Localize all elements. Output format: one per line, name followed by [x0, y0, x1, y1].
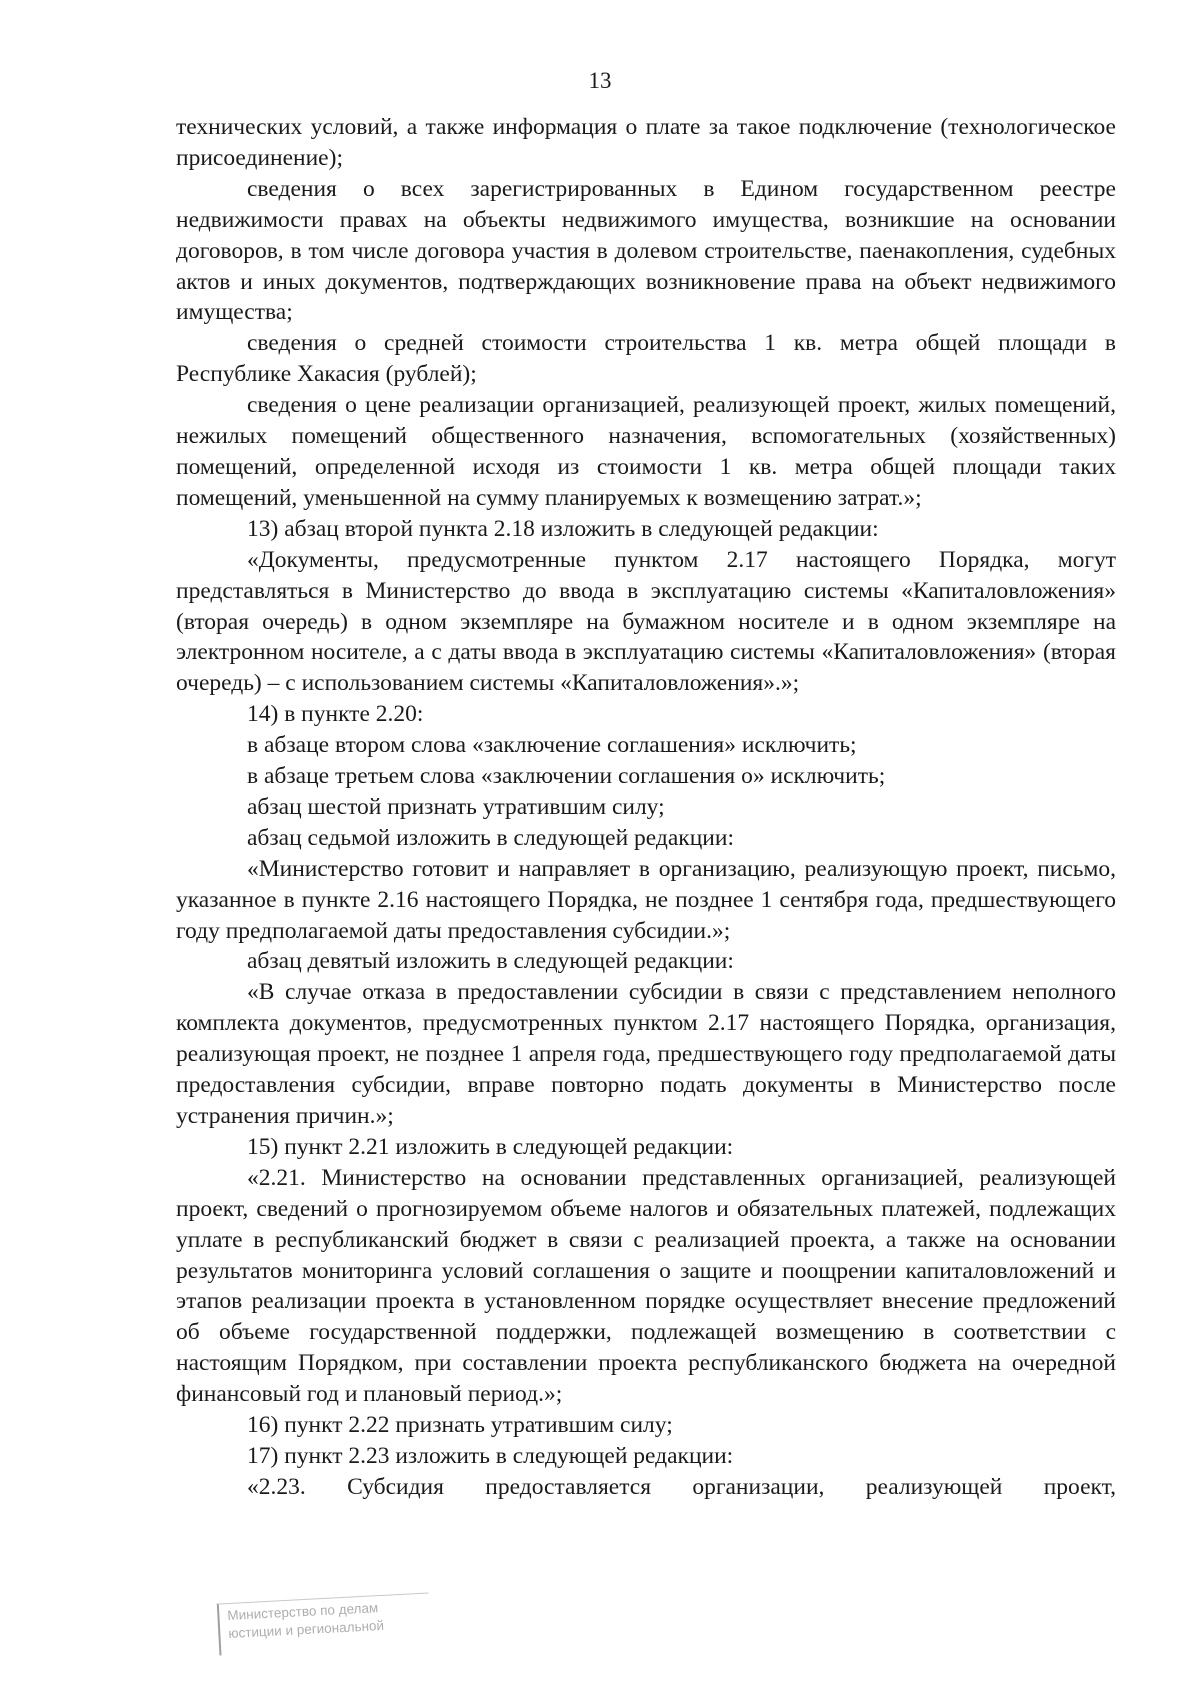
paragraph-4: сведения о цене реализации организацией, реализующей проект, жилых помещений, нежилых помещений общественного назначения, вспомогательных (хозяйственных) помещений, определенной исходя из стоимости 1 кв. метра общей площади таких помещений, уменьшенной на сумму планируемых к возмещению затрат.»; [176, 392, 1116, 511]
paragraph-2: сведения о всех зарегистрированных в Едином государственном реестре недвижимости правах на объекты недвижимого имущества, возникшие на основании договоров, в том числе договора участия в долевом строительстве, паенакопления, судебных актов и иных документов, подтверждающих возникновение права на объект недвижимого имущества; [176, 175, 1116, 326]
paragraph-9: в абзаце третьем слова «заключении соглашения о» исключить; [247, 763, 886, 790]
paragraph-17: 16) пункт 2.22 признать утратившим силу; [247, 1412, 673, 1439]
paragraph-18: 17) пункт 2.23 изложить в следующей редакции: [247, 1442, 734, 1469]
paragraph-6: «Документы, предусмотренные пунктом 2.17 настоящего Порядка, могут представляться в Министерство до ввода в эксплуатацию системы «Капиталовложения» (вторая очередь) в одном экземпляре на бумажном носителе и в одном экземпляре на электронном носителе, а с даты ввода в эксплуатацию системы «Капиталовложения» (вторая очередь) – с использованием системы «Капиталовложения».»; [176, 546, 1116, 697]
registration-stamp [217, 1592, 431, 1655]
paragraph-8: в абзаце втором слова «заключение соглашения» исключить; [247, 732, 857, 759]
paragraph-11: абзац седьмой изложить в следующей редакции: [247, 824, 734, 851]
stamp-line-1: Министерство по делам [227, 1600, 379, 1624]
page-number: 13 [588, 68, 612, 93]
paragraph-10: абзац шестой признать утратившим силу; [247, 793, 665, 820]
paragraph-5: 13) абзац второй пункта 2.18 изложить в следующей редакции: [247, 515, 879, 542]
paragraph-19: «2.23. Субсидия предоставляется организации, реализующей проект, [247, 1473, 1116, 1500]
paragraph-13: абзац девятый изложить в следующей редакции: [247, 948, 734, 975]
stamp-line-2: юстиции и региональной [227, 1617, 385, 1642]
paragraph-16: «2.21. Министерство на основании представленных организацией, реализующей проект, сведений о прогнозируемом объеме налогов и обязательных платежей, подлежащих уплате в республиканский бюджет в связи с реализацией проекта, а также на основании результатов мониторинга условий соглашения о защите и поощрении капиталовложений и этапов реализации проекта в установленном порядке осуществляет внесение предложений об объеме государственной поддержки, подлежащей возмещению в соответствии с настоящим Порядком, при составлении проекта республиканского бюджета на очередной финансовый год и плановый период.»; [176, 1164, 1116, 1408]
paragraph-15: 15) пункт 2.21 изложить в следующей редакции: [247, 1133, 734, 1160]
paragraph-1: технических условий, а также информация о плате за такое подключение (технологическое присоединение); [176, 114, 1116, 171]
paragraph-3: сведения о средней стоимости строительства 1 кв. метра общей площади в Республике Хакасия (рублей); [176, 330, 1116, 388]
document-body [176, 112, 1116, 1503]
paragraph-7: 14) в пункте 2.20: [247, 701, 424, 728]
paragraph-12: «Министерство готовит и направляет в организацию, реализующую проект, письмо, указанное в пункте 2.16 настоящего Порядка, не позднее 1 сентября года, предшествующего году предполагаемой даты предоставления субсидии.»; [176, 855, 1116, 944]
paragraph-14: «В случае отказа в предоставлении субсидии в связи с представлением неполного комплекта документов, предусмотренных пунктом 2.17 настоящего Порядка, организация, реализующая проект, не позднее 1 апреля года, предшествующего году предполагаемой даты предоставления субсидии, вправе повторно подать документы в Министерство после устранения причин.»; [176, 979, 1116, 1129]
